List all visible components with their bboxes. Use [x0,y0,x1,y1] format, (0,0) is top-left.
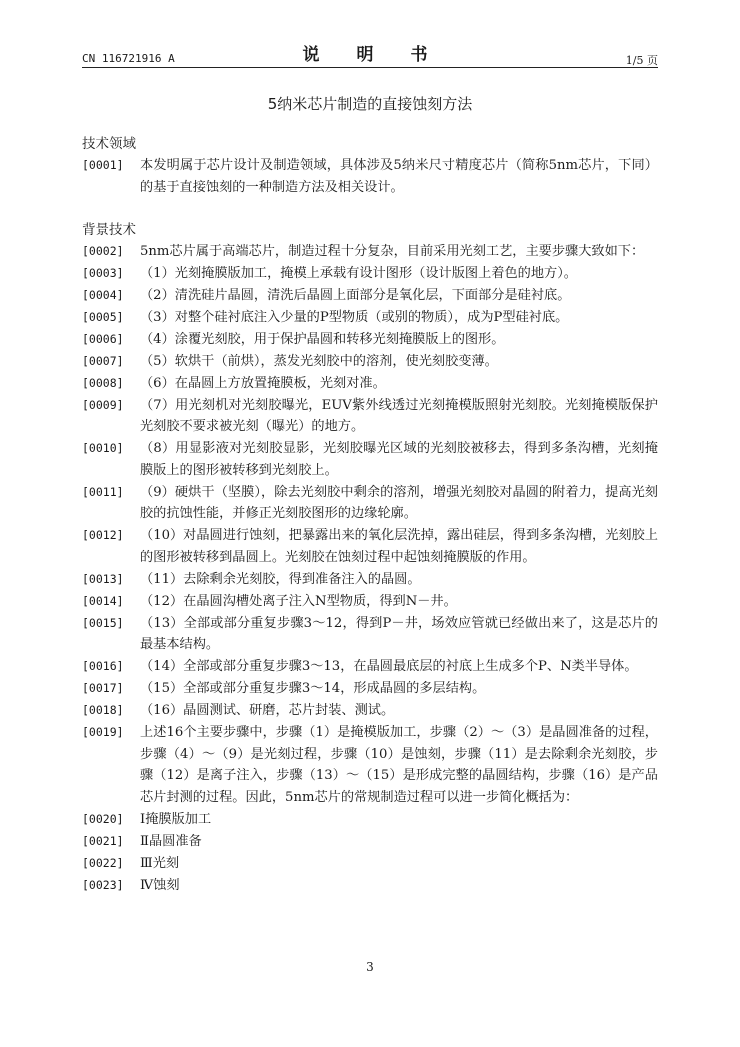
paragraph-text: （6）在晶圆上方放置掩膜板，光刻对准。 [140,375,386,391]
paragraph [82,613,658,656]
paragraph-text: 本发明属于芯片设计及制造领域，具体涉及5纳米尺寸精度芯片（简称5nm芯片，下同）的基于直接蚀刻的一种制造方法及相关设计。 [140,158,658,195]
document-title: 5纳米芯片制造的直接蚀刻方法 [267,95,473,113]
paragraph [82,373,658,395]
paragraph-text: （4）涂覆光刻胶，用于保护晶圆和转移光刻掩膜版上的图形。 [140,331,505,347]
paragraph [82,722,658,808]
paragraph [82,831,658,853]
paragraph [82,285,658,307]
page-number: 3 [366,960,374,974]
page-header [82,40,658,70]
paragraph-number: [0009] [82,397,124,412]
paragraph-number: [0023] [82,877,124,892]
paragraph-number: [0010] [82,441,124,455]
paragraph [82,678,658,700]
paragraph-number: [0011] [82,484,124,499]
paragraph [82,395,658,438]
paragraph-number: [0014] [82,593,124,608]
paragraph-text: （1）光刻掩膜版加工，掩模上承载有设计图形（设计版图上着色的地方）。 [140,265,577,281]
paragraph-text: （12）在晶圆沟槽处离子注入N型物质，得到N－井。 [140,593,457,609]
paragraph [82,329,658,351]
paragraph-number: [0021] [82,833,124,848]
paragraph-text: （11）去除剩余光刻胶，得到准备注入的晶圆。 [140,571,421,587]
paragraph-text: （14）全部或部分重复步骤3～13，在晶圆最底层的衬底上生成多个P、N类半导体。 [140,659,638,674]
paragraph-number: [0004] [82,287,124,302]
paragraph-number: [0019] [82,725,124,739]
paragraph-number: [0003] [82,265,124,280]
paragraph-number: [0002] [82,243,124,258]
paragraph-number: [0020] [82,811,124,826]
paragraph [82,656,658,678]
paragraph [82,482,658,525]
paragraph [82,809,658,831]
paragraph-text: Ⅰ掩膜版加工 [140,811,212,827]
paragraph [82,351,658,373]
paragraph [82,307,658,329]
paragraph-text: 5nm芯片属于高端芯片，制造过程十分复杂，目前采用光刻工艺，主要步骤大致如下： [140,243,645,259]
publication-number: CN 116721916 A [82,52,175,65]
paragraph-text: （7）用光刻机对光刻胶曝光，EUV紫外线透过光刻掩模版照射光刻胶。光刻掩模版保护光刻胶不要求被光刻（曝光）的地方。 [140,397,658,434]
paragraph-number: [0007] [82,353,124,368]
paragraph-text: Ⅲ光刻 [140,855,180,871]
paragraph-number: [0013] [82,571,124,586]
document-body [82,128,658,897]
paragraph-text: （9）硬烘干（坚膜），除去光刻胶中剩余的溶剂，增强光刻胶对晶圆的附着力，提高光刻胶的抗蚀性能，并修正光刻胶图形的边缘轮廓。 [140,484,658,521]
section-heading-background: 背景技术 [82,221,136,238]
paragraph [82,569,658,591]
paragraph-number: [0012] [82,528,124,542]
paragraph-text: （2）清洗硅片晶圆，清洗后晶圆上面部分是氧化层，下面部分是硅衬底。 [140,287,571,303]
paragraph-number: [0015] [82,615,124,630]
page-indicator: 1/5 页 [625,54,658,67]
paragraph-number: [0001] [82,158,124,172]
paragraph [82,591,658,613]
paragraph-text: Ⅳ蚀刻 [140,877,180,893]
paragraph-text: （10）对晶圆进行蚀刻，把暴露出来的氧化层洗掉，露出硅层，得到多条沟槽，光刻胶上的图形被转移到晶圆上。光刻胶在蚀刻过程中起蚀刻掩膜版的作用。 [140,528,658,565]
paragraph-number: [0006] [82,331,124,346]
document-type: 说 明 书 [302,45,438,65]
paragraph [82,875,658,897]
paragraph [82,438,658,481]
paragraph-number: [0022] [82,855,124,870]
paragraph [82,241,658,263]
paragraph-number: [0005] [82,309,124,324]
paragraph-number: [0016] [82,659,124,673]
paragraph [82,155,658,198]
paragraph-text: （8）用显影液对光刻胶显影，光刻胶曝光区域的光刻胶被移去，得到多条沟槽，光刻掩膜版上的图形被转移到光刻胶上。 [140,441,658,478]
paragraph-text: （13）全部或部分重复步骤3～12，得到P－井，场效应管就已经做出来了，这是芯片的最基本结构。 [140,615,658,652]
paragraph [82,525,658,568]
paragraph-number: [0017] [82,681,124,695]
header-divider [82,67,658,68]
section-heading-tech-field: 技术领域 [82,136,136,152]
paragraph-number: [0008] [82,375,124,390]
paragraph-text: （3）对整个硅衬底注入少量的P型物质（或别的物质），成为P型硅衬底。 [140,309,569,325]
paragraph-text: Ⅱ晶圆准备 [140,833,202,849]
paragraph-text: （15）全部或部分重复步骤3～14，形成晶圆的多层结构。 [140,681,486,696]
paragraph-text: （16）晶圆测试、研磨，芯片封装、测试。 [140,703,395,718]
paragraph [82,853,658,875]
paragraph-text: （5）软烘干（前烘），蒸发光刻胶中的溶剂，使光刻胶变薄。 [140,353,498,369]
paragraph [82,700,658,722]
paragraph [82,263,658,285]
paragraph-number: [0018] [82,703,124,717]
paragraph-text: 上述16个主要步骤中，步骤（1）是掩模版加工，步骤（2）～（3）是晶圆准备的过程，步骤（4）～（9）是光刻过程，步骤（10）是蚀刻，步骤（11）是去除剩余光刻胶，步骤（12）是离子注入，步骤（13）～（15）是形成完整的晶圆结构，步骤（16）是产品芯片封测的过程。因此，5nm芯片的常规制造过程可以进一步简化概括为： [140,725,658,805]
